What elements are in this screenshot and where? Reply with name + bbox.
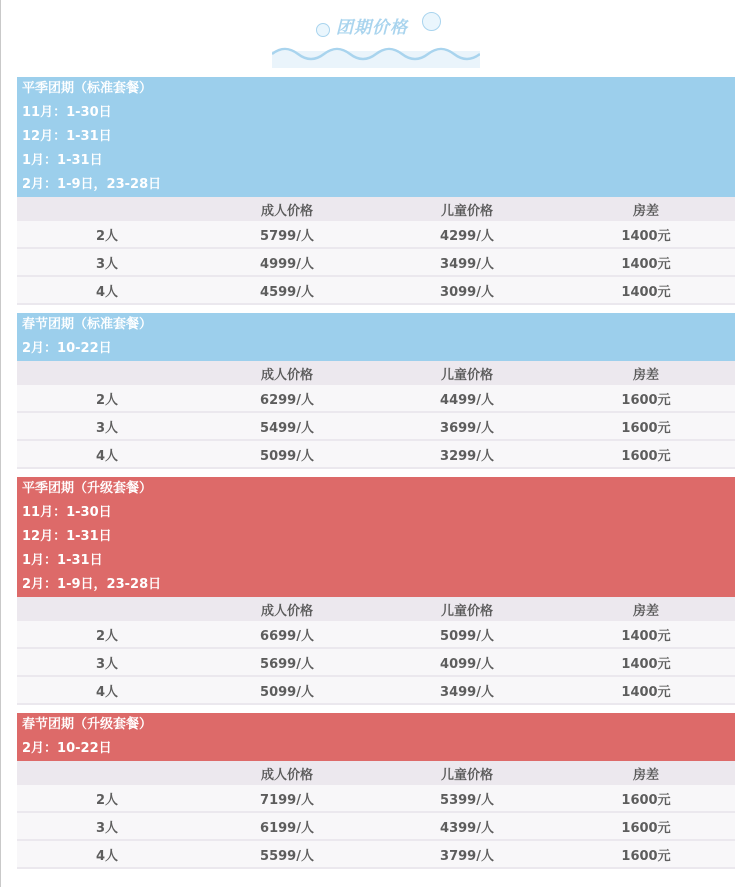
section-info <box>17 313 735 361</box>
table-row <box>17 812 735 840</box>
section-info <box>17 77 735 197</box>
adult-price: 5099/人 <box>197 440 377 468</box>
room-diff: 1600元 <box>557 785 735 812</box>
adult-price: 5799/人 <box>197 221 377 248</box>
header-adult-price: 成人价格 <box>197 761 377 785</box>
room-diff: 1600元 <box>557 412 735 440</box>
room-diff: 1600元 <box>557 440 735 468</box>
adult-price: 5499/人 <box>197 412 377 440</box>
header-room-diff: 房差 <box>557 761 735 785</box>
people-count: 4人 <box>17 276 197 304</box>
price-section-spring-standard <box>17 313 735 469</box>
child-price: 4499/人 <box>377 385 557 412</box>
header-child-price: 儿童价格 <box>377 197 557 221</box>
people-count: 3人 <box>17 412 197 440</box>
child-price: 3699/人 <box>377 412 557 440</box>
section-info <box>17 477 735 597</box>
people-count: 4人 <box>17 840 197 868</box>
price-section-spring-upgrade <box>17 713 735 869</box>
header-adult-price: 成人价格 <box>197 361 377 385</box>
adult-price: 5599/人 <box>197 840 377 868</box>
bubble-large-icon <box>422 12 441 31</box>
adult-price: 6299/人 <box>197 385 377 412</box>
date-range: 1月：1-31日 <box>22 553 103 568</box>
header-blank <box>17 761 197 785</box>
people-count: 2人 <box>17 221 197 248</box>
table-row <box>17 276 735 304</box>
people-count: 3人 <box>17 812 197 840</box>
room-diff: 1600元 <box>557 812 735 840</box>
page-title: 团期价格 <box>336 18 408 38</box>
table-row <box>17 676 735 704</box>
date-range: 2月：10-22日 <box>22 741 112 756</box>
child-price: 4299/人 <box>377 221 557 248</box>
section-info <box>17 713 735 761</box>
table-row <box>17 248 735 276</box>
room-diff: 1400元 <box>557 648 735 676</box>
people-count: 2人 <box>17 385 197 412</box>
table-row <box>17 621 735 648</box>
room-diff: 1400元 <box>557 221 735 248</box>
child-price: 4399/人 <box>377 812 557 840</box>
table-header-row <box>17 761 735 785</box>
table-header-row <box>17 197 735 221</box>
child-price: 5399/人 <box>377 785 557 812</box>
room-diff: 1400元 <box>557 276 735 304</box>
header-adult-price: 成人价格 <box>197 597 377 621</box>
header-child-price: 儿童价格 <box>377 597 557 621</box>
people-count: 4人 <box>17 440 197 468</box>
page-header <box>0 0 749 72</box>
header-adult-price: 成人价格 <box>197 197 377 221</box>
people-count: 3人 <box>17 648 197 676</box>
table-header-row <box>17 361 735 385</box>
child-price: 3099/人 <box>377 276 557 304</box>
adult-price: 5699/人 <box>197 648 377 676</box>
price-section-offpeak-upgrade <box>17 477 735 705</box>
bubble-small-icon <box>316 23 330 37</box>
adult-price: 5099/人 <box>197 676 377 704</box>
table-row <box>17 440 735 468</box>
people-count: 3人 <box>17 248 197 276</box>
date-range: 11月：1-30日 <box>22 105 112 120</box>
section-title: 平季团期（标准套餐） <box>22 81 153 96</box>
price-table <box>17 597 735 705</box>
header-child-price: 儿童价格 <box>377 361 557 385</box>
child-price: 5099/人 <box>377 621 557 648</box>
adult-price: 7199/人 <box>197 785 377 812</box>
child-price: 3499/人 <box>377 676 557 704</box>
table-row <box>17 785 735 812</box>
wave-decoration-icon <box>272 42 480 68</box>
table-row <box>17 221 735 248</box>
date-range: 12月：1-31日 <box>22 529 112 544</box>
left-border <box>0 0 1 887</box>
header-child-price: 儿童价格 <box>377 761 557 785</box>
date-range: 2月：1-9日，23-28日 <box>22 177 162 192</box>
table-row <box>17 385 735 412</box>
people-count: 2人 <box>17 785 197 812</box>
child-price: 3799/人 <box>377 840 557 868</box>
section-title: 春节团期（升级套餐） <box>22 717 153 732</box>
date-range: 2月：1-9日，23-28日 <box>22 577 162 592</box>
price-section-offpeak-standard <box>17 77 735 305</box>
date-range: 2月：10-22日 <box>22 341 112 356</box>
room-diff: 1600元 <box>557 385 735 412</box>
header-blank <box>17 197 197 221</box>
adult-price: 4999/人 <box>197 248 377 276</box>
room-diff: 1400元 <box>557 676 735 704</box>
adult-price: 6699/人 <box>197 621 377 648</box>
header-blank <box>17 597 197 621</box>
people-count: 2人 <box>17 621 197 648</box>
adult-price: 6199/人 <box>197 812 377 840</box>
price-table <box>17 197 735 305</box>
table-header-row <box>17 597 735 621</box>
header-room-diff: 房差 <box>557 361 735 385</box>
people-count: 4人 <box>17 676 197 704</box>
table-row <box>17 840 735 868</box>
child-price: 3499/人 <box>377 248 557 276</box>
date-range: 1月：1-31日 <box>22 153 103 168</box>
table-row <box>17 648 735 676</box>
child-price: 3299/人 <box>377 440 557 468</box>
header-room-diff: 房差 <box>557 597 735 621</box>
date-range: 11月：1-30日 <box>22 505 112 520</box>
section-title: 春节团期（标准套餐） <box>22 317 153 332</box>
room-diff: 1400元 <box>557 621 735 648</box>
header-room-diff: 房差 <box>557 197 735 221</box>
room-diff: 1400元 <box>557 248 735 276</box>
adult-price: 4599/人 <box>197 276 377 304</box>
price-table <box>17 761 735 869</box>
room-diff: 1600元 <box>557 840 735 868</box>
price-table <box>17 361 735 469</box>
header-blank <box>17 361 197 385</box>
section-title: 平季团期（升级套餐） <box>22 481 153 496</box>
table-row <box>17 412 735 440</box>
date-range: 12月：1-31日 <box>22 129 112 144</box>
child-price: 4099/人 <box>377 648 557 676</box>
